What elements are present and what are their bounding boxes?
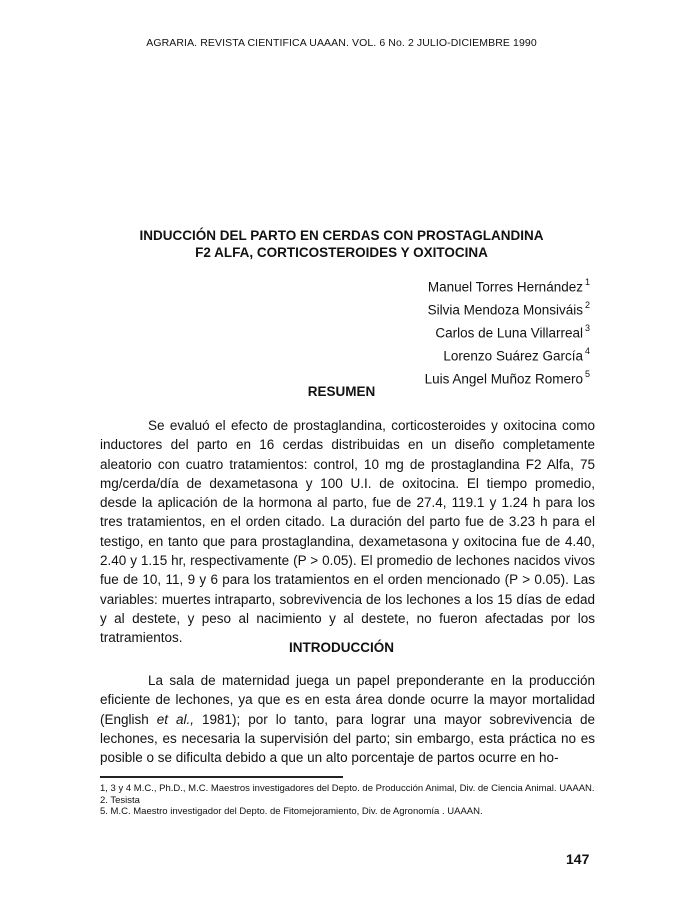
footnote: 5. M.C. Maestro investigador del Depto. de Fitomejoramiento, Div. de Agronomía . UAAAN. xyxy=(100,806,483,817)
footnotes xyxy=(100,783,600,818)
intro-text-part: La sala de maternidad juega un papel preponderante en la producción eficiente de lechones, ya que es en esta área donde ocurre la mayor mortalidad (English xyxy=(100,673,595,727)
article-title xyxy=(60,227,623,261)
author xyxy=(425,343,590,366)
intro-text-part: 1981); por lo tanto, para lograr una mayor sobrevivencia de lechones, es necesaria la supervisión del parto; sin embargo, esta práctica no es posible o se dificulta debido a que un alto porcentaje de partos ocurre en ho- xyxy=(100,711,595,766)
introduction-text xyxy=(100,671,595,767)
author-name: Silvia Mendoza Monsiváis xyxy=(427,302,583,318)
author-mark: 1 xyxy=(584,277,590,287)
author-name: Luis Angel Muñoz Romero xyxy=(424,371,583,387)
footnote-rule xyxy=(100,776,343,778)
abstract-heading: RESUMEN xyxy=(307,384,376,399)
author-mark: 4 xyxy=(584,346,590,356)
author-name: Manuel Torres Hernández xyxy=(427,279,583,295)
author xyxy=(425,274,590,297)
author-mark: 3 xyxy=(584,323,590,333)
footnote: 2. Tesista xyxy=(100,794,140,806)
abstract-text: Se evaluó el efecto de prostaglandina, corticosteroides y oxitocina como inductores del parto en 16 cerdas distribuidas en un diseño completamente aleatorio con cuatro tratamientos: control, 10 mg de prostaglandina F2 Alfa, 75 mg/cerda/día de dexametasona y 100 U.I. de oxitocina. El tiempo promedio, desde la aplicación de la hormona al parto, fue de 27.4, 119.1 y 1.24 h para los tres tratamientos, en el orden citado. La duración del parto fue de 3.23 h para el testigo, en tanto que para prostaglandina, dexametasona y oxitocina fue de 4.40, 2.40 y 1.15 hr, respectivamente (P > 0.05). El promedio de lechones nacidos vivos fue de 10, 11, 9 y 6 para los tratamientos en el orden mencionado (P > 0.05). Las variables: muertes intraparto, sobrevivencia de los lechones a los 15 días de edad y al destete, y peso al nacimiento y al destete, no fueron afectadas por los tratramientos. xyxy=(100,418,595,646)
author-name: Carlos de Luna Villarreal xyxy=(435,325,583,341)
journal-header: AGRARIA. REVISTA CIENTIFICA UAAAN. VOL. 6 No. 2 JULIO-DICIEMBRE 1990 xyxy=(146,37,537,49)
author xyxy=(425,320,590,343)
author-mark: 5 xyxy=(584,369,590,379)
intro-text-italic: et al., xyxy=(156,711,194,727)
author-mark: 2 xyxy=(584,300,590,310)
title-line-2: F2 ALFA, CORTICOSTEROIDES Y OXITOCINA xyxy=(195,245,488,260)
author-list xyxy=(425,274,590,389)
title-line-1: INDUCCIÓN DEL PARTO EN CERDAS CON PROSTAGLANDINA xyxy=(139,228,544,243)
author-name: Lorenzo Suárez García xyxy=(443,348,583,364)
footnote: 1, 3 y 4 M.C., Ph.D., M.C. Maestros investigadores del Depto. de Producción Animal, Div. de Ciencia Animal. UAAAN. xyxy=(100,783,595,794)
page-number: 147 xyxy=(566,851,590,867)
introduction-heading: INTRODUCCIÓN xyxy=(289,640,394,655)
author xyxy=(425,297,590,320)
